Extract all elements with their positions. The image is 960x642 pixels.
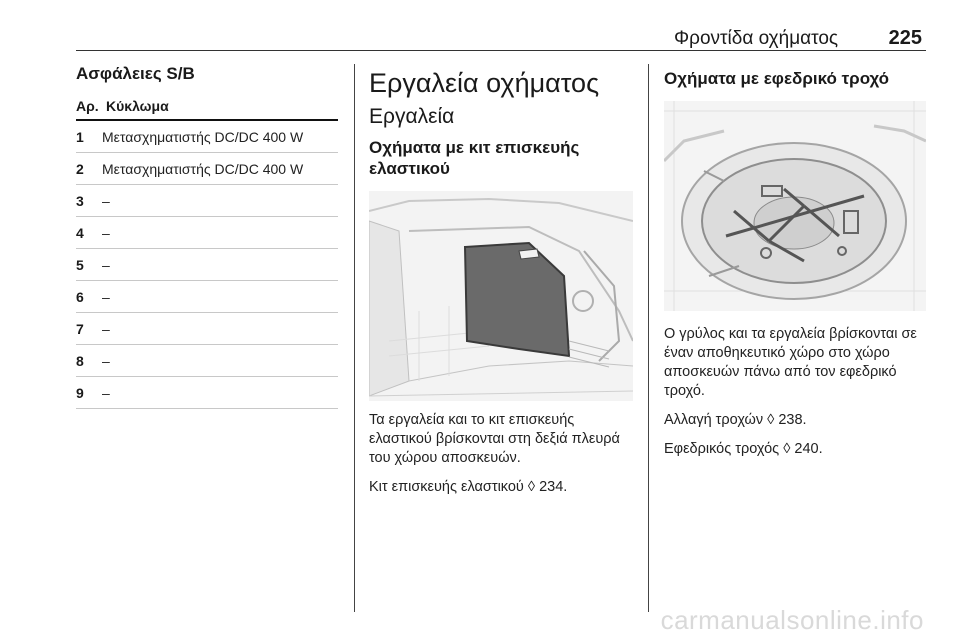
fuse-number: 4 [76, 225, 84, 241]
table-row [76, 217, 338, 249]
fuse-circuit: – [102, 321, 110, 337]
header-rule [76, 50, 926, 51]
fuse-number: 5 [76, 257, 84, 273]
table-row [76, 313, 338, 345]
reference-label: Εφεδρικός τροχός [664, 441, 780, 457]
fuse-circuit: Μετασχηματιστής DC/DC 400 W [102, 129, 304, 145]
table-row [76, 153, 338, 185]
tools-subtitle: Εργαλεία [369, 105, 455, 128]
reference-page: 240. [794, 441, 823, 457]
trunk-illustration [369, 191, 633, 401]
fuse-number: 3 [76, 193, 84, 209]
fuse-number: 9 [76, 385, 84, 401]
fuse-section-title: Ασφάλειες S/B [76, 64, 195, 83]
fuse-circuit: – [102, 353, 110, 369]
column-divider [354, 64, 355, 612]
tire-kit-text: Τα εργαλεία και το κιτ επισκευής ελαστικού βρίσκονται στη δεξιά πλευρά του χώρου αποσκευών. [369, 412, 620, 466]
table-row [76, 345, 338, 377]
tools-section-title: Εργαλεία οχήματος [369, 68, 600, 98]
tire-kit-heading: Οχήματα με κιτ επισκευής ελαστικού [369, 138, 580, 178]
fuse-circuit: – [102, 385, 110, 401]
fuse-number: 6 [76, 289, 84, 305]
page-ref-icon: ◊ [767, 412, 775, 428]
fuse-number: 1 [76, 129, 84, 145]
reference-page: 238. [778, 412, 807, 428]
reference-page: 234. [539, 479, 568, 495]
fuse-number: 7 [76, 321, 84, 337]
fuse-table-body [76, 121, 338, 409]
spare-text: Ο γρύλος και τα εργαλεία βρίσκονται σε έναν αποθηκευτικό χώρο στο χώρο αποσκευών πάνω από τον εφεδρικό τροχό. [664, 326, 917, 399]
fuse-circuit: – [102, 289, 110, 305]
fuse-column [76, 64, 338, 409]
table-row [76, 249, 338, 281]
column-divider [648, 64, 649, 612]
spare-column [664, 68, 926, 459]
tire-kit-reference[interactable] [369, 478, 633, 497]
col-header-circuit: Κύκλωμα [106, 98, 169, 114]
fuse-table-header [76, 98, 338, 121]
fuse-circuit: – [102, 225, 110, 241]
spare-heading: Οχήματα με εφεδρικό τροχό [664, 69, 890, 88]
reference-label: Αλλαγή τροχών [664, 412, 764, 428]
page-number: 225 [888, 27, 922, 49]
fuse-number: 8 [76, 353, 84, 369]
spare-wheel-drawing [664, 101, 926, 311]
table-row [76, 377, 338, 409]
spare-wheel-illustration [664, 101, 926, 311]
table-row [76, 281, 338, 313]
col-header-number: Αρ. [76, 98, 99, 114]
table-row [76, 121, 338, 153]
fuse-circuit: – [102, 193, 110, 209]
fuse-circuit: Μετασχηματιστής DC/DC 400 W [102, 161, 304, 177]
chapter-title: Φροντίδα οχήματος [674, 28, 839, 49]
spare-wheel-reference[interactable] [664, 440, 926, 459]
tools-column [369, 68, 633, 497]
reference-label: Κιτ επισκευής ελαστικού [369, 479, 524, 495]
fuse-number: 2 [76, 161, 84, 177]
watermark: carmanualsonline.info [660, 605, 924, 635]
trunk-drawing [369, 191, 633, 401]
table-row [76, 185, 338, 217]
fuse-circuit: – [102, 257, 110, 273]
page-ref-icon: ◊ [527, 479, 536, 495]
wheel-change-reference[interactable] [664, 411, 926, 430]
page-ref-icon: ◊ [783, 441, 791, 457]
